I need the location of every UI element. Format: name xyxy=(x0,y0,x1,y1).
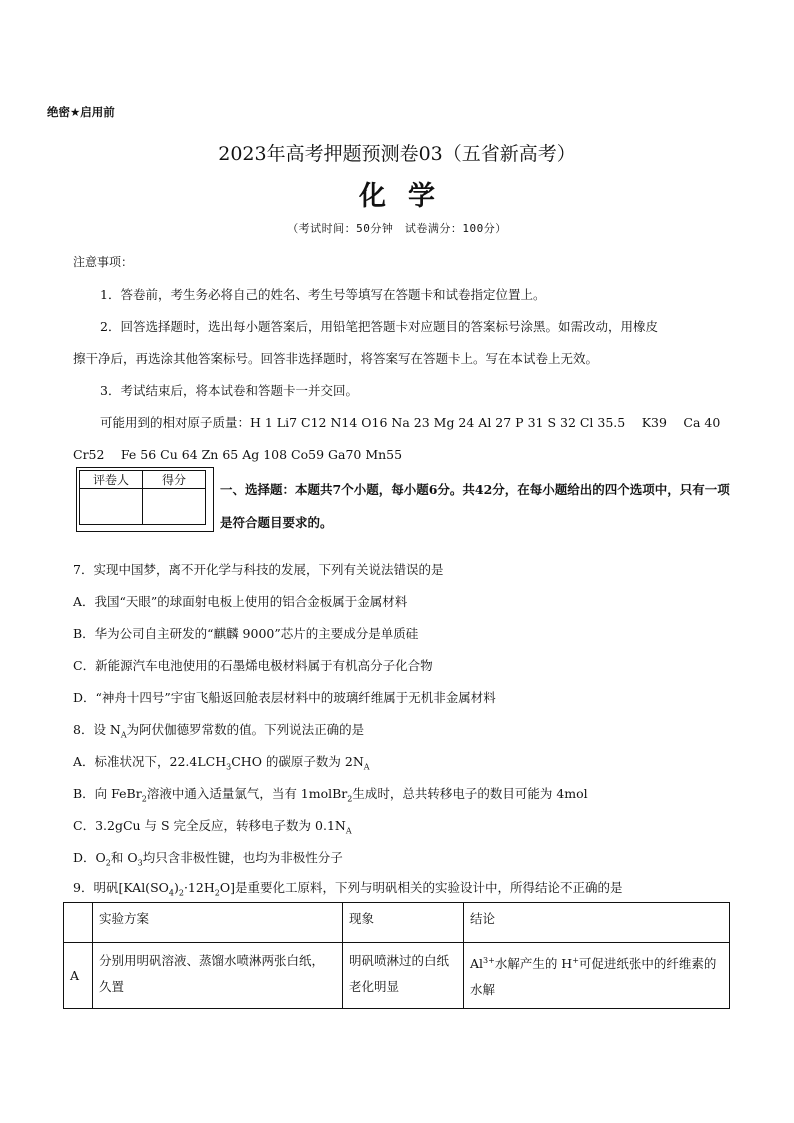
table-row xyxy=(64,943,730,1009)
table-header-row xyxy=(64,903,730,943)
note-item-2-line-1: 2．回答选择题时，选出每小题答案后，用铅笔把答题卡对应题目的答案标号涂黑。如需改动，用橡皮 xyxy=(100,319,658,334)
q7-option-b: B．华为公司自主研发的“麒麟 9000”芯片的主要成分是单质硅 xyxy=(73,626,419,641)
section-heading: 一、选择题：本题共7个小题，每小题6分。共42分，在每小题给出的四个选项中，只有一项是符合题目要求的。 xyxy=(220,482,730,530)
exam-time-info: （考试时间：50分钟 试卷满分：100分） xyxy=(287,222,507,235)
table-header-cell: 现象 xyxy=(343,903,464,943)
row-phenomenon-cell: 明矾喷淋过的白纸老化明显 xyxy=(343,943,464,1009)
q7-option-d: D．“神舟十四号”宇宙飞船返回舱表层材料中的玻璃纤维属于无机非金属材料 xyxy=(73,690,496,705)
subject-title: 化学 xyxy=(359,181,457,212)
row-label: A xyxy=(64,943,93,1009)
q8-option-a: A．标准状况下，$22.4LCH_3CHO$ 的碳原子数为 $2N_A$ xyxy=(73,754,370,772)
q8-option-b: B．向 FeBr$_2$溶液中通入适量氯气，当有 1molBr$_2$生成时，总共转移电子的数目可能为 4mol xyxy=(73,786,588,804)
q7-option-c: C．新能源汽车电池使用的石墨烯电极材料属于有机高分子化合物 xyxy=(73,658,433,673)
q8-stem: 8．设 $N_A$为阿伏伽德罗常数的值。下列说法正确的是 xyxy=(73,722,365,740)
notes-heading: 注意事项： xyxy=(73,255,134,269)
row-conclusion-cell: $Al^{3+}$水解产生的 H+可促进纸张中的纤维素的水解 xyxy=(464,943,730,1009)
atomic-mass-line-1: 可能用到的相对原子质量：H 1 Li7 C12 N14 O16 Na 23 Mg 24 Al 27 P 31 S 32 Cl 35.5 K39 Ca 40 xyxy=(100,415,721,430)
q9-experiment-table xyxy=(63,902,730,1009)
score-label: 得分 xyxy=(143,471,206,489)
grader-cell[interactable] xyxy=(80,489,143,525)
q8-option-c: C．3.2gCu 与 S 完全反应，转移电子数为 $0.1N_A$ xyxy=(73,818,352,836)
q7-option-a: A．我国“天眼”的球面射电板上使用的铝合金板属于金属材料 xyxy=(73,594,408,609)
table-header-cell: 结论 xyxy=(464,903,730,943)
grader-table xyxy=(79,470,206,525)
atomic-mass-line-2: Cr52 Fe 56 Cu 64 Zn 65 Ag 108 Co59 Ga70 Mn55 xyxy=(73,447,403,462)
score-cell[interactable] xyxy=(143,489,206,525)
table-header-cell: 实验方案 xyxy=(93,903,343,943)
note-item-1: 1．答卷前，考生务必将自己的姓名、考生号等填写在答题卡和试卷指定位置上。 xyxy=(100,287,546,302)
table-header-cell xyxy=(64,903,93,943)
exam-title: 2023年高考押题预测卷03（五省新高考） xyxy=(218,143,576,165)
row-plan-cell: 分别用明矾溶液、蒸馏水喷淋两张白纸，久置 xyxy=(93,943,343,1009)
q9-stem: 9．明矾$[KAl(SO_4)_2\cdot 12H_2O]$是重要化工原料，下列与明矾相关的实验设计中，所得结论不正确的是 xyxy=(73,880,623,898)
q8-option-d: D．$O_2$和 $O_3$均只含非极性键，也均为非极性分子 xyxy=(73,850,343,868)
note-item-2-line-2: 擦干净后，再选涂其他答案标号。回答非选择题时，将答案写在答题卡上。写在本试卷上无效。 xyxy=(73,351,599,366)
confidential-label: 绝密★启用前 xyxy=(47,105,115,119)
note-item-3: 3．考试结束后，将本试卷和答题卡一并交回。 xyxy=(100,383,358,398)
grader-label: 评卷人 xyxy=(80,471,143,489)
q7-stem: 7．实现中国梦，离不开化学与科技的发展，下列有关说法错误的是 xyxy=(73,562,444,577)
